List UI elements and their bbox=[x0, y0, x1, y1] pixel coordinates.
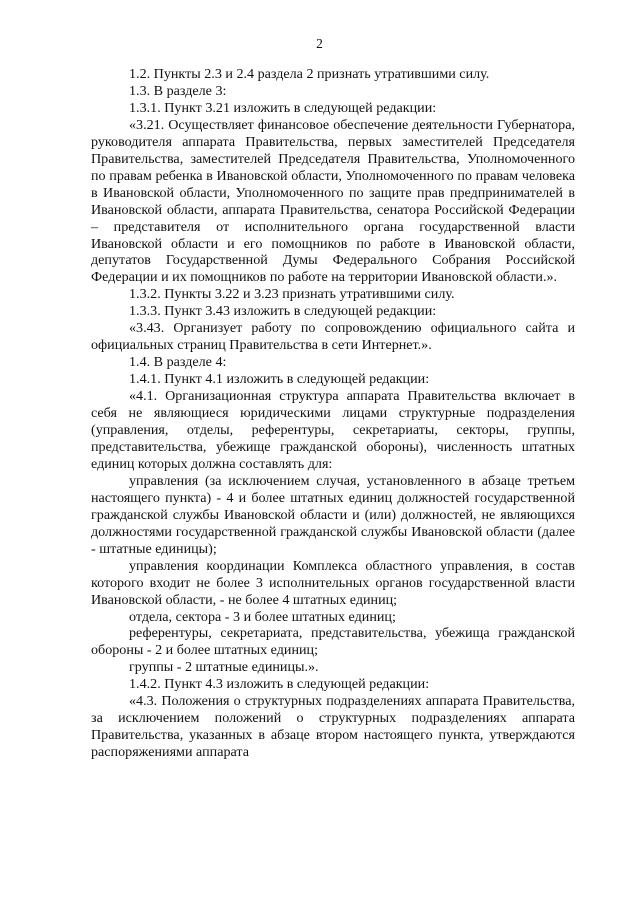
paragraph-4-1-text: «4.1. Организационная структура аппарата Правительства включает в себя не являющиеся юридическими лицами структурные подразделения (управления, отделы, референтуры, секретариаты, секторы, группы, представительства, убежище гражданской обороны), численность штатных единиц которых должна составлять для: bbox=[91, 388, 575, 472]
paragraph-management-units: управления (за исключением случая, установленного в абзаце третьем настоящего пункта) - 4 и более штатных единиц должностей государственной гражданской службы Ивановской области и (или) должностей, не являющихся должностями государственной гражданской службы Ивановской области (далее - штатные единицы); bbox=[91, 472, 575, 557]
paragraph-groups: группы - 2 штатные единицы.». bbox=[129, 659, 319, 676]
paragraph-1-4-1: 1.4.1. Пункт 4.1 изложить в следующей редакции: bbox=[129, 371, 430, 388]
page-number: 2 bbox=[316, 36, 323, 51]
paragraph-coordination-unit: управления координации Комплекса областного управления, в состав которого входит не более 3 исполнительных органов государственной власти Ивановской области, - не более 4 штатных единиц; bbox=[91, 557, 575, 608]
paragraph-4-3-text: «4.3. Положения о структурных подразделениях аппарата Правительства, за исключением положений о структурных подразделениях аппарата Правительства, указанных в абзаце втором настоящего пункта, утверждаются распоряжениями аппарата bbox=[91, 693, 575, 761]
paragraph-referent-units: референтуры, секретариата, представительства, убежища гражданской обороны - 2 и более штатных единиц; bbox=[91, 625, 575, 659]
paragraph-3-21-text: «3.21. Осуществляет финансовое обеспечение деятельности Губернатора, руководителя аппарата Правительства, первых заместителей Председателя Правительства, заместителей Председателя Правительства, Уполномоченного по правам ребенка в Ивановской области, Уполномоченного по правам человека в Ивановской области, Уполномоченного по защите прав предпринимателей в Ивановской области, аппарата Правительства, сенатора Российской Федерации – представителя от исполнительного органа государственной власти Ивановской области и его помощников по работе в Ивановской области, депутатов Государственной Думы Федерального Собрания Российской Федерации и их помощников по работе на территории Ивановской области.». bbox=[91, 116, 575, 286]
paragraph-3-43-text: «3.43. Организует работу по сопровождению официального сайта и официальных страниц Правительства в сети Интернет.». bbox=[91, 320, 575, 354]
paragraph-1-3-3: 1.3.3. Пункт 3.43 изложить в следующей редакции: bbox=[129, 303, 437, 320]
paragraph-1-4: 1.4. В разделе 4: bbox=[129, 354, 227, 371]
paragraph-1-4-2: 1.4.2. Пункт 4.3 изложить в следующей редакции: bbox=[129, 676, 430, 693]
paragraph-1-3-1: 1.3.1. Пункт 3.21 изложить в следующей редакции: bbox=[129, 99, 437, 116]
document-body bbox=[91, 66, 575, 761]
paragraph-1-2: 1.2. Пункты 2.3 и 2.4 раздела 2 признать утратившими силу. bbox=[129, 66, 490, 82]
paragraph-1-3: 1.3. В разделе 3: bbox=[129, 82, 227, 99]
paragraph-department-sector: отдела, сектора - 3 и более штатных единиц; bbox=[129, 608, 396, 625]
paragraph-1-3-2: 1.3.2. Пункты 3.22 и 3.23 признать утратившими силу. bbox=[129, 286, 455, 303]
